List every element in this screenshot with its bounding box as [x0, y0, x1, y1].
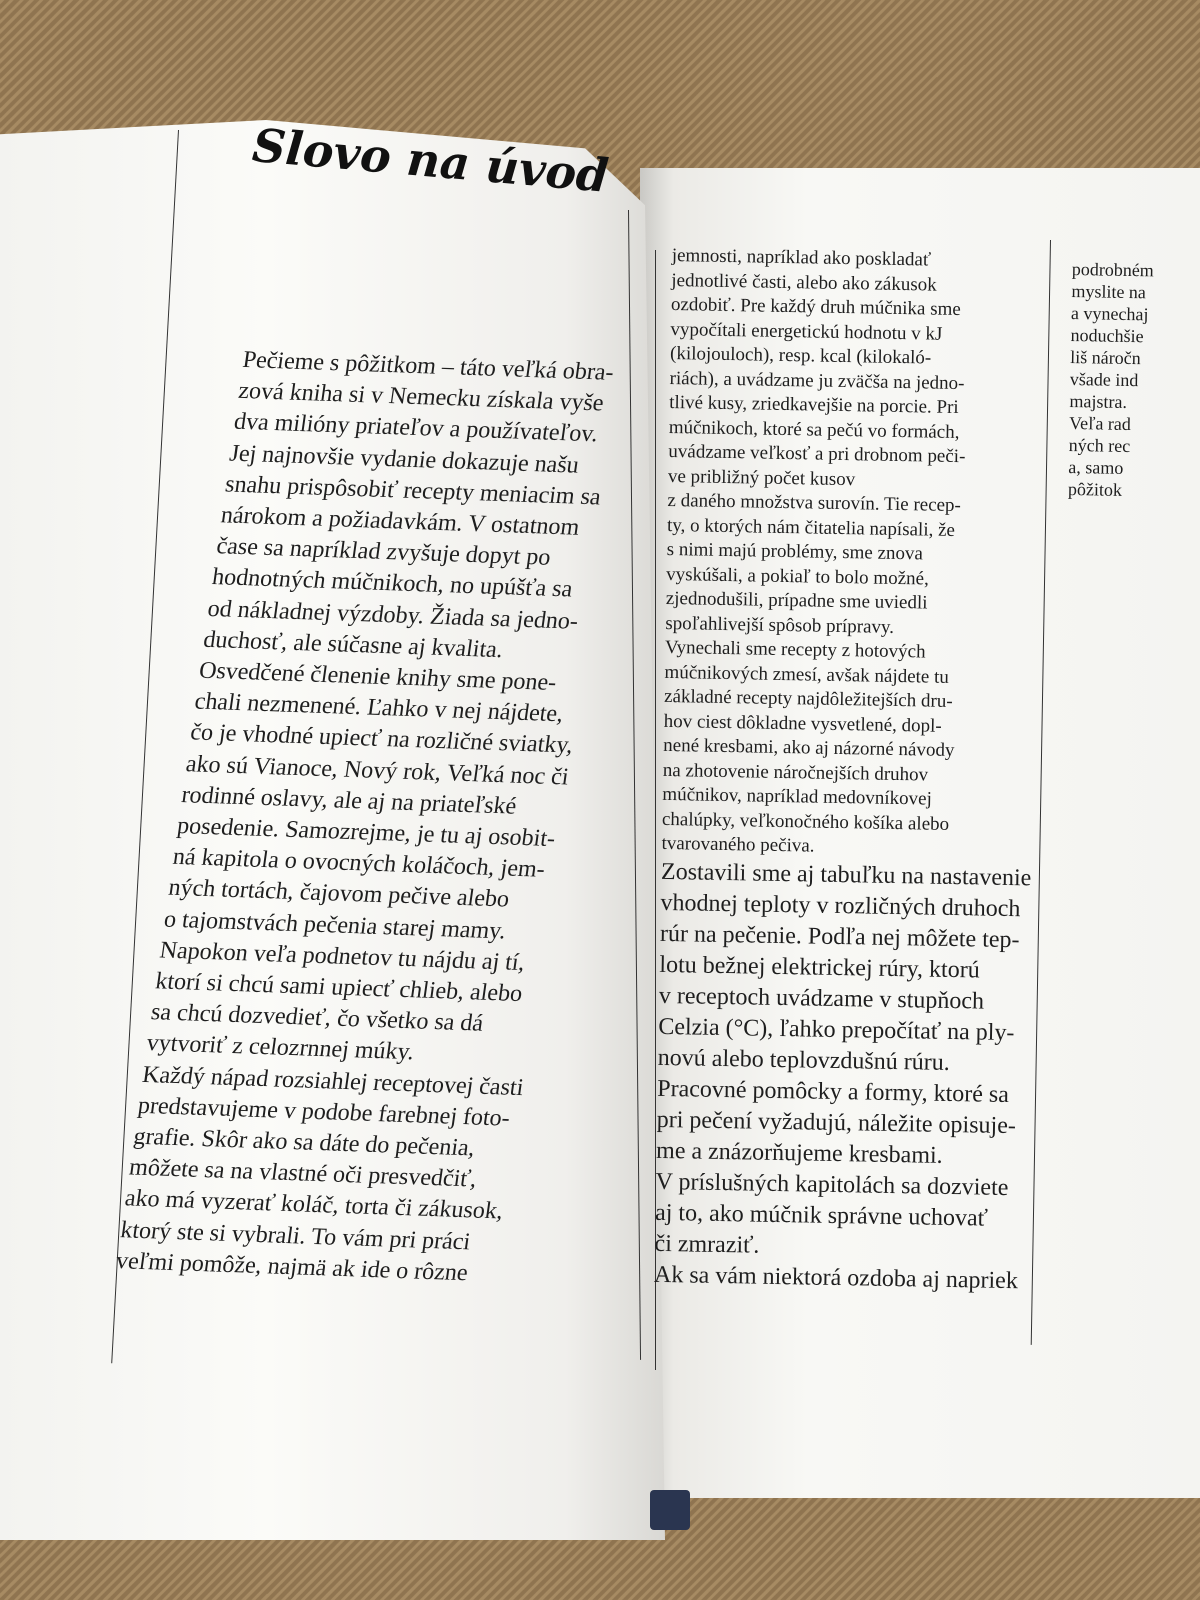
text-line: nené kresbami, ako aj názorné návody — [663, 734, 955, 762]
text-line: všade ind — [1069, 368, 1139, 391]
text-line: hov ciest dôkladne vysvetlené, dopl- — [663, 710, 942, 737]
text-line: základné recepty najdôležitejších dru- — [663, 685, 953, 712]
middle-text-column — [654, 244, 1112, 1298]
text-line: o tajomstvách pečenia starej mamy. — [162, 906, 508, 945]
text-line: sa chcú dozvedieť, čo všetko sa dá — [149, 999, 485, 1037]
text-line: ty, o ktorých nám čitatelia napísali, že — [666, 514, 956, 541]
text-line: zjednodušili, prípadne sme uviedli — [665, 587, 928, 614]
right-text-column — [1068, 258, 1200, 502]
text-line: majstra. — [1069, 390, 1128, 412]
text-line: novú alebo teplovzdušnú rúru. — [657, 1044, 950, 1076]
text-line: ných rec — [1068, 434, 1131, 457]
text-line: Napokon veľa podnetov tu nájdu aj tí, — [158, 937, 527, 976]
text-line: pri pečení vyžadujú, náležite opisuje- — [656, 1106, 1017, 1139]
text-line: z daného množstva surovín. Tie recep- — [667, 489, 962, 517]
text-line: a, samo — [1068, 456, 1124, 478]
text-line: me a znázorňujeme kresbami. — [655, 1137, 943, 1169]
text-line: uvádzame veľkosť a pri drobnom peči- — [668, 440, 966, 468]
text-line: zová kniha si v Nemecku získala vyše — [236, 378, 606, 417]
text-line: ako sú Vianoce, Nový rok, Veľká noc či — [184, 750, 571, 791]
text-line: a vynechaj — [1070, 302, 1149, 325]
text-line: rodinné oslavy, ale aj na priateľské — [179, 781, 519, 820]
text-line: Pracovné pomôcky a formy, ktoré sa — [657, 1075, 1010, 1108]
text-line: múčnikoch, ktoré sa pečú vo formách, — [668, 416, 960, 443]
text-line: veľmi pomôže, najmä ak ide o rôzne — [114, 1248, 470, 1287]
text-line: ve približný počet kusov — [667, 465, 856, 490]
text-line: od nákladnej výzdoby. Žiada sa jedno- — [206, 595, 580, 635]
text-line: hodnotných múčnikoch, no upúšťa sa — [210, 564, 575, 603]
text-line: (kilojouloch), resp. kcal (kilokaló- — [669, 342, 932, 369]
text-line: čo je vhodné upiecť na rozličné sviatky, — [188, 719, 575, 760]
text-line: múčnikových zmesí, avšak nájdete tu — [664, 661, 950, 688]
text-line: ako má vyzerať koláč, torta či zákusok, — [123, 1185, 505, 1225]
text-line: Osvedčené členenie knihy sme pone- — [197, 657, 559, 697]
text-line: V príslušných kapitolách sa dozviete — [655, 1168, 1009, 1201]
text-line: ná kapitola o ovocných koláčoch, jem- — [171, 844, 547, 883]
text-line: v receptoch uvádzame v stupňoch — [658, 982, 985, 1015]
text-line: liš náročn — [1070, 346, 1141, 369]
middle-small-text — [661, 244, 1112, 864]
text-line: chalúpky, veľkonočného košíka alebo — [661, 808, 950, 835]
text-line: aj to, ako múčnik správne uchovať — [654, 1199, 989, 1232]
text-line: múčnikov, napríklad medovníkovej — [662, 783, 933, 810]
text-line: lotu bežnej elektrickej rúry, ktorú — [659, 951, 980, 983]
text-line: vhodnej teploty v rozličných druhoch — [660, 889, 1021, 922]
book-spine — [650, 1490, 690, 1530]
text-line: Každý nápad rozsiahlej receptovej časti — [140, 1061, 526, 1101]
text-line: s nimi majú problémy, sme znova — [666, 538, 924, 565]
text-line: noduchšie — [1070, 324, 1144, 347]
text-line: tlivé kusy, zriedkavejšie na porcie. Pri — [669, 391, 959, 419]
text-line: chali nezmenené. Ľahko v nej nájdete, — [193, 688, 565, 728]
text-line: tvarovaného pečiva. — [661, 832, 815, 857]
text-line: vytvoriť z celozrnnej múky. — [145, 1030, 416, 1066]
text-line: Veľa rad — [1068, 412, 1132, 435]
text-line: predstavujeme v podobe farebnej foto- — [136, 1092, 512, 1132]
text-line: vypočítali energetickú hodnotu v kJ — [670, 318, 943, 345]
text-line: posedenie. Samozrejme, je tu aj osobit- — [175, 813, 557, 853]
text-line: jemnosti, napríklad ako poskladať — [671, 244, 932, 271]
text-line: grafie. Skôr ako sa dáte do pečenia, — [131, 1123, 477, 1162]
text-line: Ak sa vám niektorá ozdoba aj napriek — [653, 1261, 1019, 1294]
text-line: čase sa napríklad zvyšuje dopyt po — [214, 533, 553, 571]
text-line: nárokom a požiadavkám. V ostatnom — [219, 502, 582, 541]
text-line: Jej najnovšie vydanie dokazuje našu — [227, 440, 581, 479]
text-line: pôžitok — [1067, 478, 1123, 500]
text-line: rúr na pečenie. Podľa nej môžete tep- — [659, 920, 1020, 953]
text-line: na zhotovenie náročnejších druhov — [662, 759, 929, 786]
text-line: ných tortách, čajovom pečive alebo — [166, 875, 511, 913]
text-line: jednotlivé časti, alebo ako zákusok — [671, 269, 937, 296]
text-line: Celzia (°C), ľahko prepočítať na ply- — [658, 1013, 1015, 1046]
text-line: ktorý ste si vybrali. To vám pri práci — [118, 1216, 473, 1256]
text-line: snahu prispôsobiť recepty meniacim sa — [223, 471, 603, 511]
middle-large-text — [654, 856, 1102, 1298]
text-line: spoľahlivejší spôsob prípravy. — [665, 612, 895, 638]
text-line: či zmraziť. — [654, 1230, 760, 1259]
text-line: Vynechali sme recepty z hotových — [664, 636, 926, 663]
text-line: môžete sa na vlastné oči presvedčiť, — [127, 1154, 479, 1193]
text-line: riách), a uvádzame ju zväčša na jedno- — [669, 367, 965, 394]
text-line: ozdobiť. Pre každý druh múčnika sme — [670, 293, 961, 321]
text-line: ktorí si chcú sami upiecť chlieb, alebo — [153, 968, 524, 1008]
text-line: duchosť, ale súčasne aj kvalita. — [201, 626, 505, 663]
text-line: Pečieme s pôžitkom – táto veľká obra- — [241, 346, 616, 386]
text-line: Zostavili sme aj tabuľku na nastavenie — [660, 858, 1032, 891]
page-title: Slovo na úvod — [250, 118, 611, 203]
text-line: podrobném — [1071, 258, 1154, 281]
text-line: dva milióny priateľov a používateľov. — [232, 409, 600, 448]
text-line: myslite na — [1071, 280, 1147, 303]
text-line: vyskúšali, a pokiaľ to bolo možné, — [666, 563, 929, 590]
